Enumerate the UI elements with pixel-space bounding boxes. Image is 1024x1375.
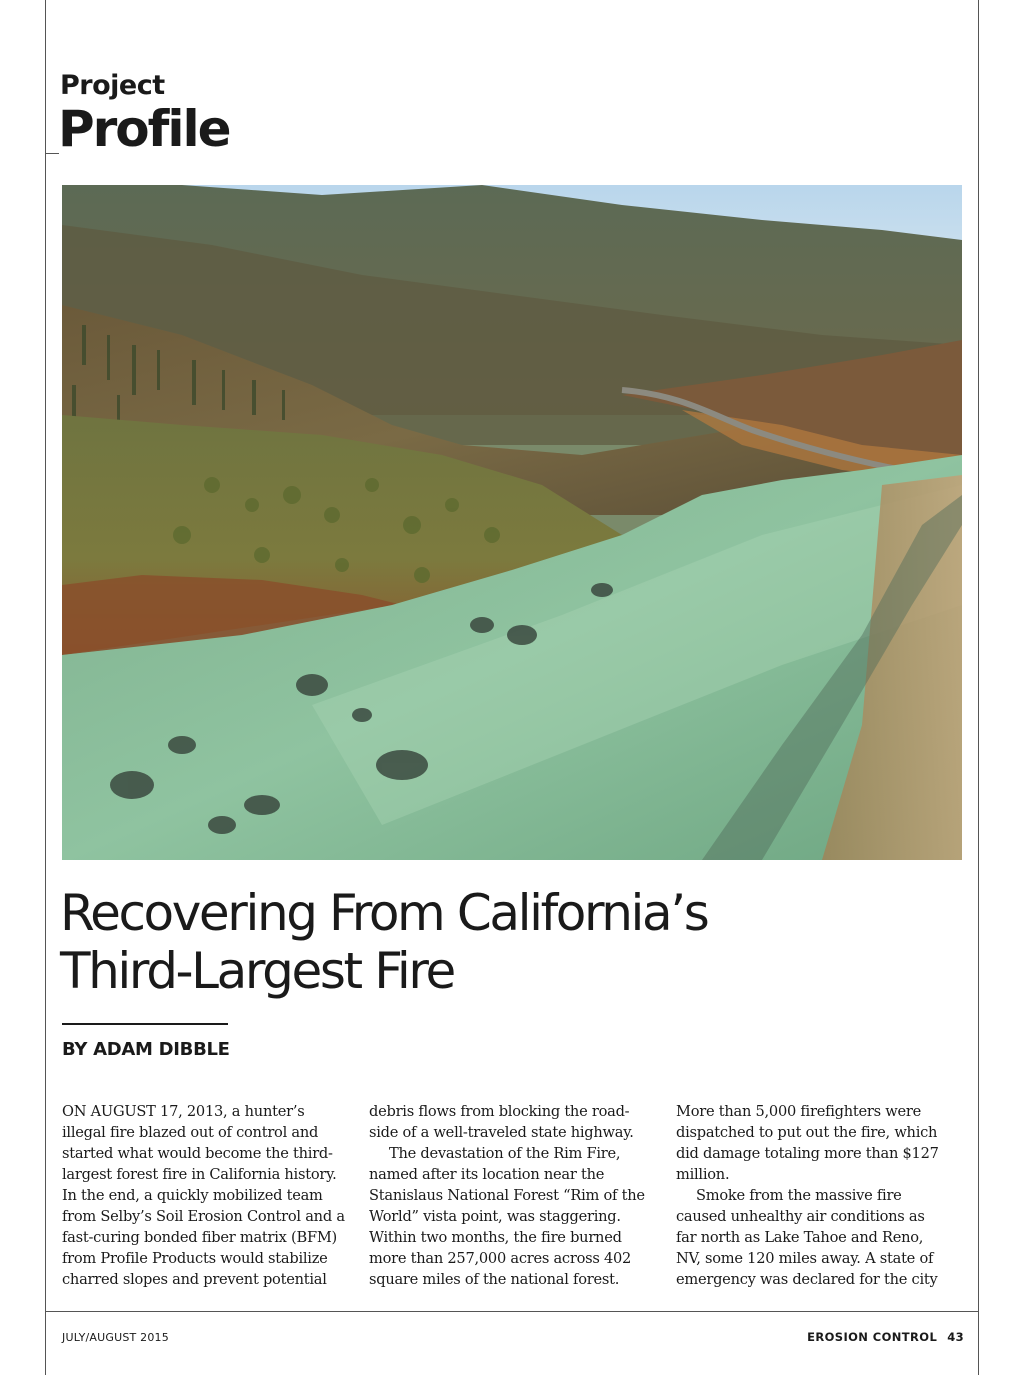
text-line: fast-curing bonded fiber matrix (BFM) xyxy=(62,1229,337,1246)
text-line: World” vista point, was staggering. xyxy=(369,1208,621,1225)
hero-photo xyxy=(62,185,962,860)
footer-rule xyxy=(45,1311,979,1312)
text-line: charred slopes and prevent potential xyxy=(62,1271,327,1288)
issue-date: JULY/AUGUST 2015 xyxy=(62,1331,169,1344)
text-line: far north as Lake Tahoe and Reno, xyxy=(676,1229,924,1246)
text-line: ON AUGUST 17, 2013, a hunter’s xyxy=(62,1103,305,1120)
text-line: more than 257,000 acres across 402 xyxy=(369,1250,632,1267)
text-line: from Profile Products would stabilize xyxy=(62,1250,328,1267)
text-line: square miles of the national forest. xyxy=(369,1271,620,1288)
text-line: NV, some 120 miles away. A state of xyxy=(676,1250,934,1267)
text-line: did damage totaling more than $127 xyxy=(676,1145,939,1162)
byline: BY ADAM DIBBLE xyxy=(62,1039,230,1060)
text-line: The devastation of the Rim Fire, xyxy=(389,1145,621,1162)
text-line: million. xyxy=(676,1166,730,1183)
header-tick-rule xyxy=(45,153,59,154)
article-column-1 xyxy=(62,1101,352,1290)
text-line: dispatched to put out the fire, which xyxy=(676,1124,938,1141)
magazine-name: EROSION CONTROL xyxy=(807,1330,938,1344)
article-column-3 xyxy=(676,1101,966,1290)
text-line: side of a well-traveled state highway. xyxy=(369,1124,634,1141)
text-line: Within two months, the fire burned xyxy=(369,1229,622,1246)
article-headline xyxy=(60,884,940,1000)
page-number: 43 xyxy=(947,1330,964,1344)
text-line: started what would become the third- xyxy=(62,1145,333,1162)
page-frame-right-rule xyxy=(978,0,979,1375)
text-line: emergency was declared for the city xyxy=(676,1271,938,1288)
text-line: Smoke from the massive fire xyxy=(696,1187,902,1204)
headline-line: Recovering From California’s xyxy=(60,884,708,942)
section-title: Profile xyxy=(58,100,230,158)
text-line: from Selby’s Soil Erosion Control and a xyxy=(62,1208,345,1225)
text-line: illegal fire blazed out of control and xyxy=(62,1124,319,1141)
byline-rule xyxy=(62,1023,228,1025)
text-line: More than 5,000 firefighters were xyxy=(676,1103,921,1120)
text-line: named after its location near the xyxy=(369,1166,605,1183)
text-line: In the end, a quickly mobilized team xyxy=(62,1187,323,1204)
text-line: debris flows from blocking the road- xyxy=(369,1103,630,1120)
section-kicker: Project xyxy=(60,70,165,101)
text-line: caused unhealthy air conditions as xyxy=(676,1208,925,1225)
page-frame-left-rule xyxy=(45,0,46,1375)
text-line: largest forest fire in California history. xyxy=(62,1166,337,1183)
text-line: Stanislaus National Forest “Rim of the xyxy=(369,1187,645,1204)
article-column-2 xyxy=(369,1101,659,1290)
headline-line: Third-Largest Fire xyxy=(60,942,454,1000)
hero-photo-illustration xyxy=(62,185,962,860)
folio xyxy=(807,1330,964,1344)
